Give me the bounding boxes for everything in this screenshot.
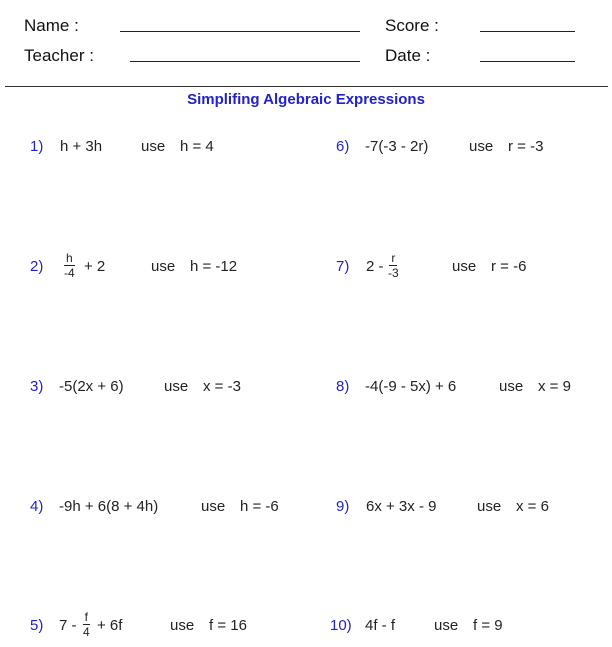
name-field[interactable] — [120, 31, 360, 32]
use-label: use — [164, 378, 189, 395]
use-label: use — [499, 378, 524, 395]
substitution-value: r = -3 — [508, 138, 544, 155]
problem-number: 4) — [30, 498, 44, 515]
problem-7 — [306, 251, 612, 288]
fraction-denominator: 4 — [83, 625, 90, 639]
fraction-denominator: -3 — [388, 266, 399, 280]
use-label: use — [141, 138, 166, 155]
teacher-label: Teacher : — [24, 46, 94, 65]
problem-5 — [0, 610, 306, 647]
problem-expression: 6x + 3x - 9 — [366, 498, 437, 515]
substitution-value: x = 6 — [516, 498, 549, 515]
problem-expression: h + 3h — [60, 138, 103, 155]
problem-number: 1) — [30, 138, 44, 155]
use-label: use — [477, 498, 502, 515]
problem-expression — [386, 252, 401, 279]
expression-head: 2 - — [366, 258, 384, 275]
header-divider — [5, 86, 608, 87]
use-label: use — [201, 498, 226, 515]
problem-3 — [0, 378, 306, 408]
problem-6 — [306, 138, 612, 168]
substitution-value: h = -6 — [240, 498, 279, 515]
problem-number: 9) — [336, 498, 350, 515]
substitution-value: r = -6 — [491, 258, 527, 275]
problem-10 — [306, 617, 612, 647]
problem-expression — [62, 252, 77, 279]
problem-number: 8) — [336, 378, 350, 395]
substitution-value: f = 9 — [473, 617, 503, 634]
problem-number: 10) — [330, 617, 352, 634]
use-label: use — [469, 138, 494, 155]
expression-tail: + 6f — [97, 617, 123, 634]
use-label: use — [170, 617, 195, 634]
use-label: use — [151, 258, 176, 275]
fraction-numerator: h — [65, 251, 73, 265]
use-label: use — [452, 258, 477, 275]
problem-number: 6) — [336, 138, 350, 155]
problem-number: 2) — [30, 258, 44, 275]
substitution-value: h = 4 — [180, 138, 214, 155]
fraction-denominator: -4 — [64, 266, 75, 280]
fraction-numerator: f — [84, 610, 89, 624]
expression-head: 7 - — [59, 617, 77, 634]
teacher-field[interactable] — [130, 61, 360, 62]
worksheet-title: Simplifing Algebraic Expressions — [187, 91, 425, 108]
date-label: Date : — [385, 46, 431, 65]
substitution-value: x = 9 — [538, 378, 571, 395]
date-field[interactable] — [480, 61, 575, 62]
problem-expression — [81, 611, 92, 638]
substitution-value: h = -12 — [190, 258, 238, 275]
problem-1 — [0, 138, 306, 168]
fraction — [62, 252, 77, 279]
problem-8 — [306, 378, 612, 408]
problem-4 — [0, 498, 306, 528]
problem-expression: -9h + 6(8 + 4h) — [59, 498, 159, 515]
problem-9 — [306, 498, 612, 528]
substitution-value: f = 16 — [209, 617, 247, 634]
problem-expression: 4f - f — [365, 617, 396, 634]
problem-number: 3) — [30, 378, 44, 395]
problem-number: 5) — [30, 617, 44, 634]
problem-expression: -5(2x + 6) — [59, 378, 124, 395]
use-label: use — [434, 617, 459, 634]
name-label: Name : — [24, 16, 79, 35]
score-label: Score : — [385, 16, 439, 35]
problem-number: 7) — [336, 258, 350, 275]
fraction — [386, 252, 401, 279]
expression-tail: + 2 — [84, 258, 106, 275]
substitution-value: x = -3 — [203, 378, 241, 395]
fraction-numerator: r — [391, 251, 396, 265]
score-field[interactable] — [480, 31, 575, 32]
problem-2 — [0, 251, 306, 288]
problem-expression: -7(-3 - 2r) — [365, 138, 429, 155]
problem-expression: -4(-9 - 5x) + 6 — [365, 378, 457, 395]
fraction — [81, 611, 92, 638]
